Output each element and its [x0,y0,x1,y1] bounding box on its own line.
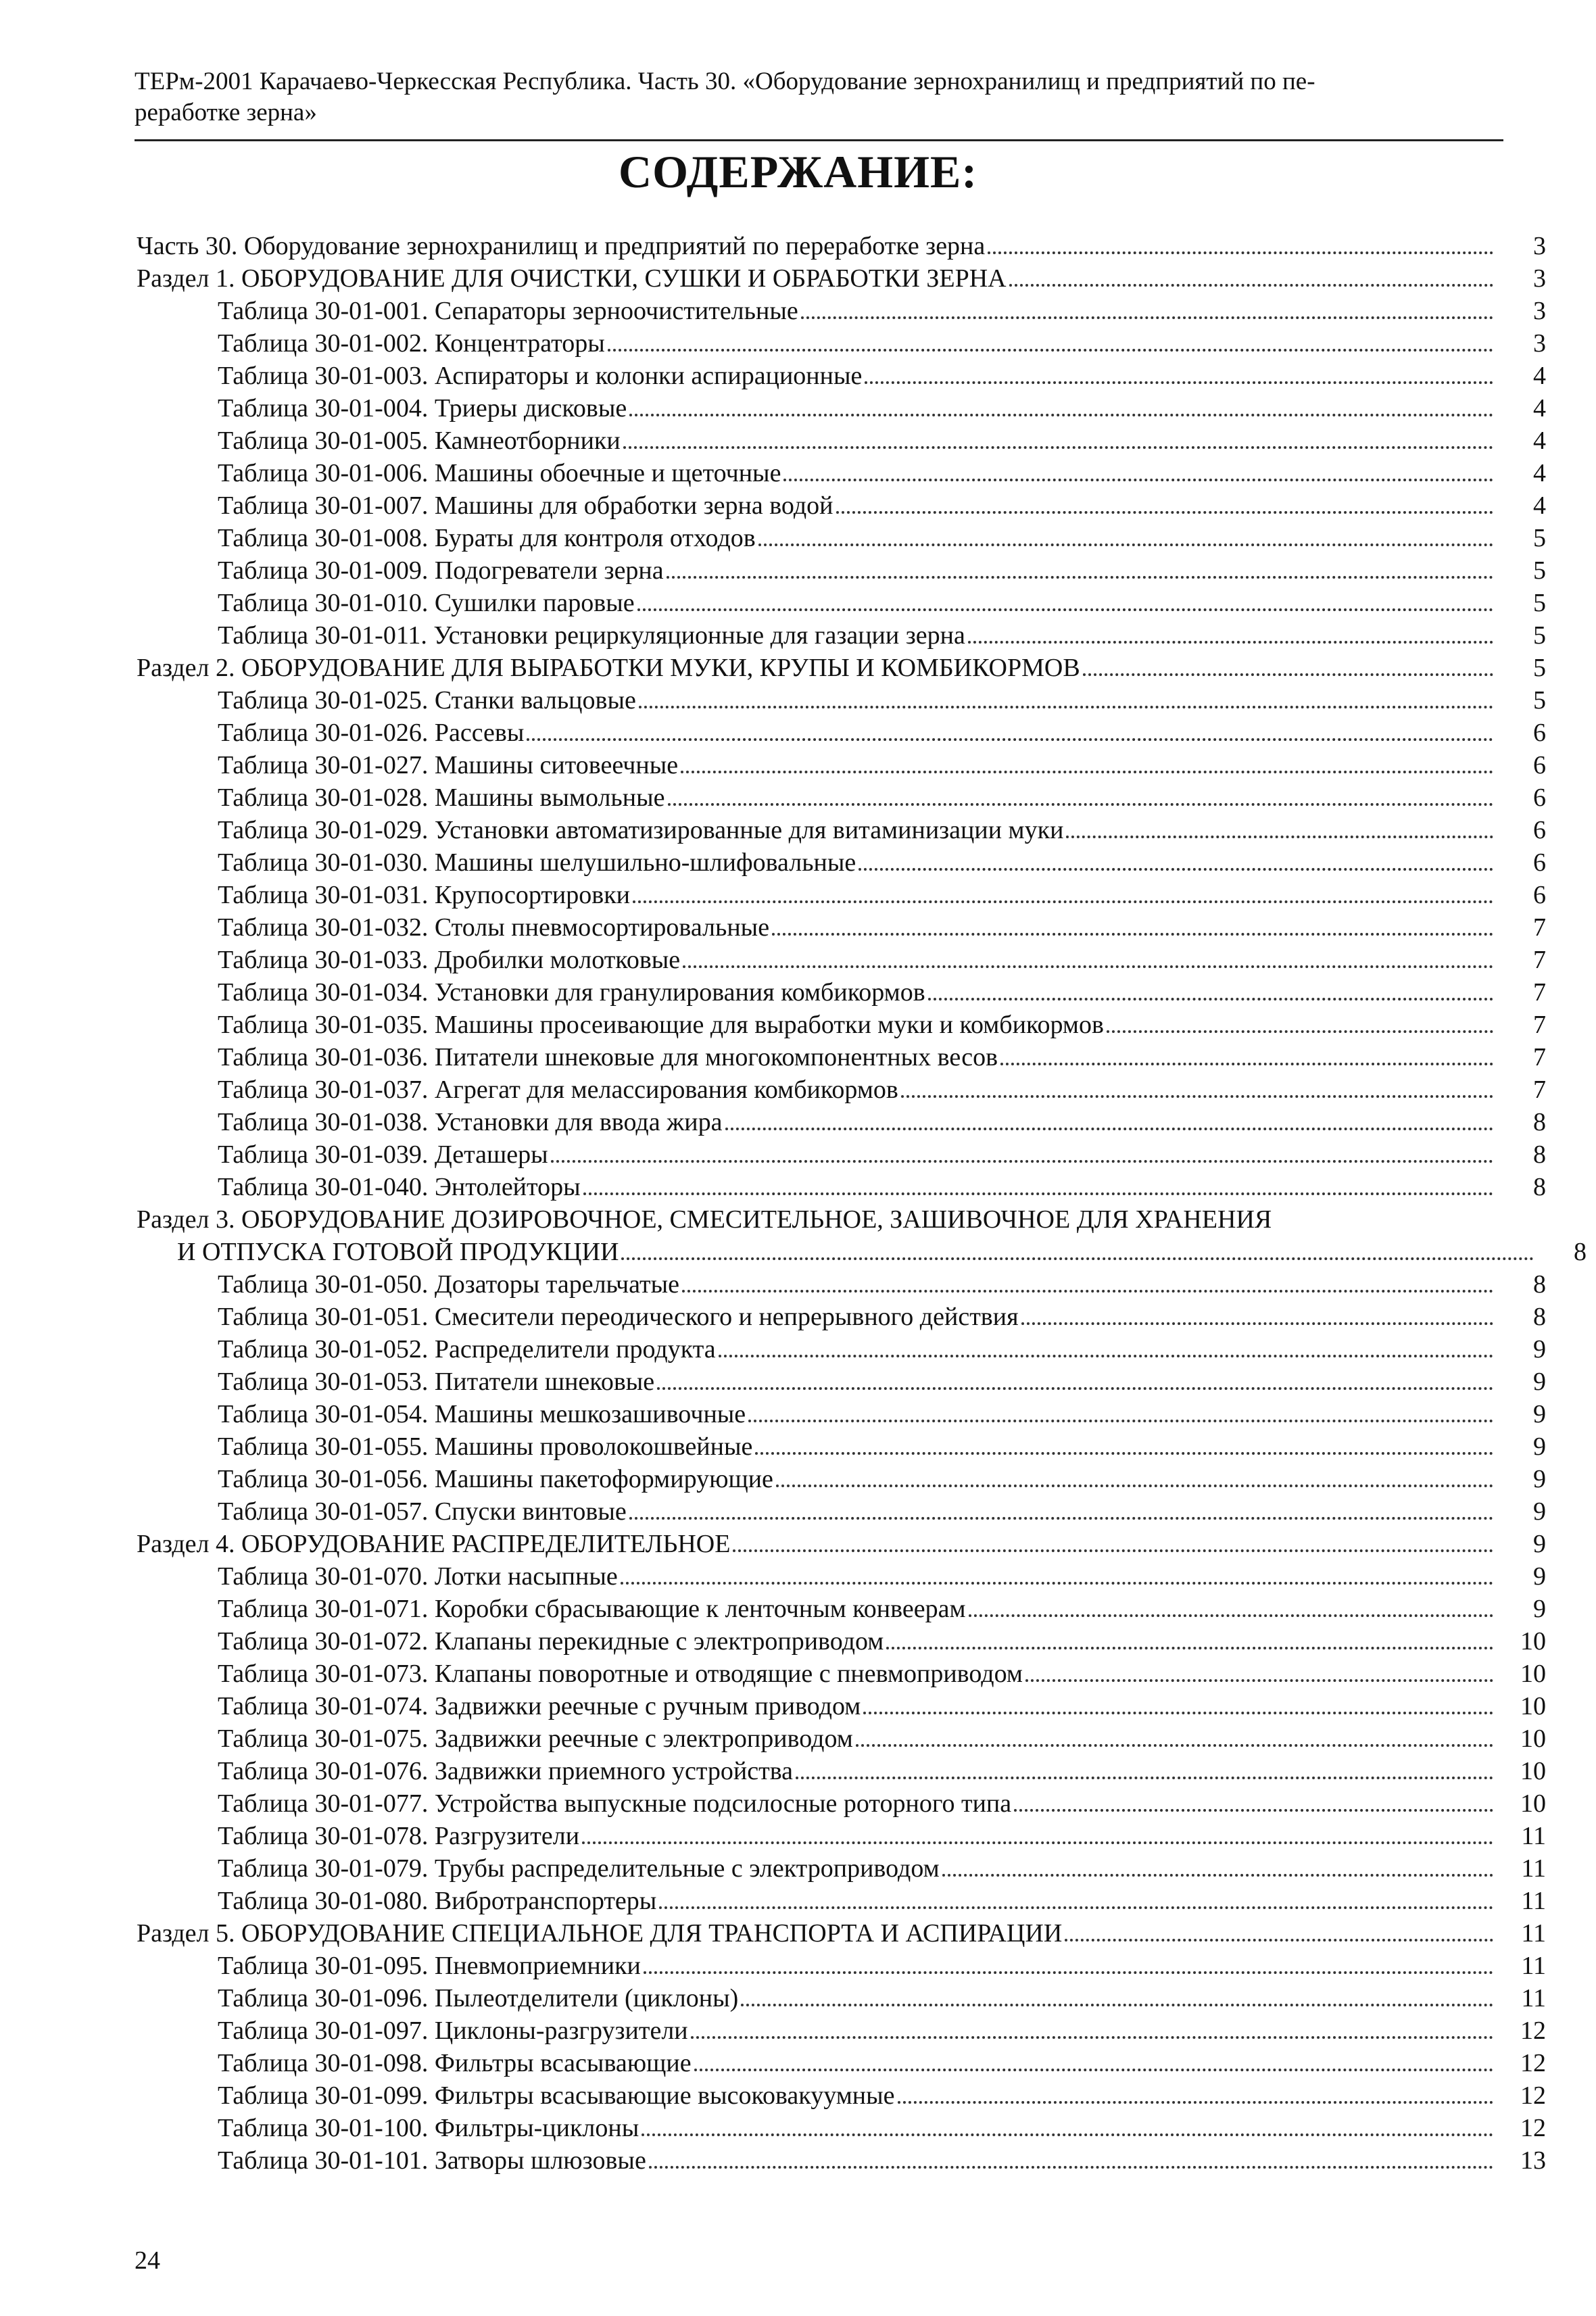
toc-table-entry [0,619,1546,652]
toc-table-entry [0,684,1546,717]
toc-entry-page: 6 [1533,719,1546,747]
toc-table-entry [0,457,1546,489]
toc-entry-label: Таблица 30-01-027. Машины ситовеечные [218,751,679,779]
dot-leader [755,1452,1493,1455]
toc-entry-label: Таблица 30-01-055. Машины проволокошвейные [218,1432,753,1461]
toc-table-entry [0,360,1546,392]
toc-entry-page: 12 [1520,2114,1546,2142]
dot-leader [527,738,1493,741]
toc-table-entry [0,717,1546,749]
toc-table-entry [0,2047,1546,2079]
toc-table-entry [0,1333,1546,1366]
toc-table-entry [0,846,1546,879]
toc-entry-page: 11 [1521,1984,1546,2012]
toc-table-entry [0,1495,1546,1528]
dot-leader [667,576,1493,579]
toc-entry-label: Таблица 30-01-080. Вибротранспортеры [218,1887,657,1915]
toc-entry-page: 6 [1533,751,1546,779]
toc-entry-page: 10 [1520,1660,1546,1688]
toc-table-entry [0,1366,1546,1398]
toc-entry-label: Таблица 30-01-071. Коробки сбрасывающие к ленточным конвеерам [218,1595,966,1623]
toc-entry-label: Таблица 30-01-098. Фильтры всасывающие [218,2049,692,2077]
toc-section-entry [0,262,1546,295]
toc-entry-label: Раздел 1. ОБОРУДОВАНИЕ ДЛЯ ОЧИСТКИ, СУШКИ И ОБРАБОТКИ ЗЕРНА [137,264,1007,293]
dot-leader [659,1906,1493,1909]
toc-entry-label: Таблица 30-01-035. Машины просеивающие для выработки муки и комбикормов [218,1011,1104,1039]
toc-table-entry [0,1430,1546,1463]
toc-table-entry [0,911,1546,944]
toc-table-entry [0,814,1546,846]
dot-leader [691,2036,1493,2039]
toc-entry-label: Таблица 30-01-025. Станки вальцовые [218,686,636,715]
dot-leader [886,1647,1493,1649]
toc-entry-label: Таблица 30-01-096. Пылеотделители (циклоны) [218,1984,739,2012]
toc-entry-page: 6 [1533,848,1546,877]
toc-entry-label: И ОТПУСКА ГОТОВОЙ ПРОДУКЦИИ [177,1238,619,1266]
toc-entry-label: Таблица 30-01-075. Задвижки реечные с электроприводом [218,1724,853,1753]
toc-table-entry [0,1593,1546,1625]
toc-entry-page: 5 [1533,524,1546,552]
dot-leader [865,381,1493,384]
header-rule [135,139,1503,141]
toc-entry-page: 9 [1533,1595,1546,1623]
toc-table-entry [0,1658,1546,1690]
toc-entry-label: Таблица 30-01-003. Аспираторы и колонки аспирационные [218,362,863,390]
toc-section-entry [0,1203,1596,1268]
toc-table-entry [0,781,1546,814]
dot-leader [733,1549,1493,1552]
toc-entry-label: Таблица 30-01-054. Машины мешкозашивочные [218,1400,746,1428]
toc-entry-label: Таблица 30-01-076. Задвижки приемного устройства [218,1757,794,1785]
dot-leader [901,1095,1493,1098]
dot-leader [633,900,1493,903]
toc-entry-label: Таблица 30-01-073. Клапаны поворотные и отводящие с пневмоприводом [218,1660,1023,1688]
toc-entry-page: 3 [1533,297,1546,325]
toc-entry-label: Таблица 30-01-036. Питатели шнековые для многокомпонентных весов [218,1043,998,1071]
toc-entry-label: Таблица 30-01-007. Машины для обработки зерна водой [218,491,833,520]
dot-leader [621,1582,1493,1585]
toc-entry-label: Часть 30. Оборудование зернохранилищ и предприятий по переработке зерна [137,232,986,260]
toc-table-entry [0,1009,1546,1041]
toc-table-entry [0,295,1546,327]
toc-entry-label: Таблица 30-01-097. Циклоны-разгрузители [218,2017,688,2045]
toc-entry-page: 5 [1533,654,1546,682]
dot-leader [683,965,1493,968]
toc-table-entry [0,1755,1546,1787]
toc-entry-page: 12 [1520,2049,1546,2077]
dot-leader [856,1744,1493,1747]
toc-entry-page: 6 [1533,783,1546,812]
toc-entry-label: Таблица 30-01-099. Фильтры всасывающие высоковакуумные [218,2081,895,2110]
toc-entry-page: 8 [1533,1173,1546,1201]
toc-table-entry [0,1171,1546,1203]
toc-table-entry [0,1722,1546,1755]
toc-entry-label: Таблица 30-01-052. Распределители продукта [218,1335,716,1364]
toc-table-entry [0,1138,1546,1171]
toc-entry-label: Таблица 30-01-100. Фильтры-циклоны [218,2114,639,2142]
dot-leader [649,2166,1493,2169]
toc-entry-label: Раздел 2. ОБОРУДОВАНИЕ ДЛЯ ВЫРАБОТКИ МУКИ, КРУПЫ И КОМБИКОРМОВ [137,654,1080,682]
toc-table-entry [0,2144,1546,2177]
toc-entry-page: 4 [1533,459,1546,487]
dot-leader [719,1355,1493,1357]
dot-leader [859,868,1493,871]
toc-entry-page: 5 [1533,589,1546,617]
dot-leader [621,1257,1534,1260]
toc-table-entry [0,489,1546,522]
dot-leader [1000,1063,1493,1065]
toc-table-entry [0,976,1546,1009]
toc-table-entry [0,425,1546,457]
dot-leader [642,2133,1493,2136]
toc-entry-page: 9 [1533,1497,1546,1526]
toc-entry-page: 3 [1533,264,1546,293]
toc-entry-page: 10 [1520,1789,1546,1818]
toc-table-entry [0,2079,1546,2112]
toc-entry-page: 10 [1520,1724,1546,1753]
toc-entry-label: Таблица 30-01-051. Смесители переодического и непрерывного действия [218,1303,1019,1331]
toc-section-label: Раздел 3. ОБОРУДОВАНИЕ ДОЗИРОВОЧНОЕ, СМЕСИТЕЛЬНОЕ, ЗАШИВОЧНОЕ ДЛЯ ХРАНЕНИЯ [137,1205,1272,1234]
page-title: СОДЕРЖАНИЕ: [618,146,978,197]
toc-entry-page: 10 [1520,1627,1546,1656]
toc-entry-label: Таблица 30-01-077. Устройства выпускные подсилосные роторного типа [218,1789,1012,1818]
dot-leader [942,1874,1493,1877]
toc-table-entry [0,879,1546,911]
dot-leader [741,2004,1493,2006]
dot-leader [968,641,1493,644]
toc-part-entry [0,230,1546,262]
toc-table-entry [0,1820,1546,1852]
dot-leader [668,803,1494,806]
toc-entry-page: 8 [1574,1238,1587,1266]
toc-entry-label: Таблица 30-01-072. Клапаны перекидные с электроприводом [218,1627,884,1656]
toc-entry-label: Таблица 30-01-001. Сепараторы зерноочистительные [218,297,798,325]
dot-leader [1066,836,1493,838]
dot-leader [1065,1939,1493,1941]
toc-entry-label: Таблица 30-01-070. Лотки насыпные [218,1562,618,1591]
toc-table-entry [0,392,1546,425]
toc-entry-label: Таблица 30-01-050. Дозаторы тарельчатые [218,1270,679,1299]
toc-entry-page: 9 [1533,1432,1546,1461]
toc-entry-label: Таблица 30-01-053. Питатели шнековые [218,1368,655,1396]
toc-table-entry [0,2015,1546,2047]
toc-table-entry [0,1106,1546,1138]
dot-leader [1021,1322,1493,1325]
dot-leader [694,2069,1493,2071]
dot-leader [551,1160,1493,1163]
toc-entry-label: Таблица 30-01-028. Машины вымольные [218,783,665,812]
toc-section-entry [0,1917,1546,1950]
toc-entry-label: Таблица 30-01-010. Сушилки паровые [218,589,635,617]
dot-leader [796,1777,1493,1779]
toc-entry-page: 4 [1533,362,1546,390]
toc-table-entry [0,749,1546,781]
toc-table-entry [0,1398,1546,1430]
toc-entry-label: Таблица 30-01-079. Трубы распределительные с электроприводом [218,1854,940,1883]
dot-leader [1009,284,1493,287]
toc-entry-label: Раздел 4. ОБОРУДОВАНИЕ РАСПРЕДЕЛИТЕЛЬНОЕ [137,1530,731,1558]
toc-entry-page: 4 [1533,491,1546,520]
dot-leader [969,1614,1493,1617]
toc-entry-page: 12 [1520,2017,1546,2045]
dot-leader [801,316,1493,319]
toc-entry-page: 13 [1520,2146,1546,2175]
table-of-contents [0,230,1596,2177]
toc-table-entry [0,1301,1546,1333]
toc-section-entry [0,1528,1546,1560]
toc-entry-page: 11 [1521,1919,1546,1948]
toc-entry-page: 7 [1533,913,1546,942]
dot-leader [1025,1679,1493,1682]
toc-table-entry [0,1852,1546,1885]
dot-leader [748,1420,1493,1422]
toc-entry-page: 6 [1533,816,1546,844]
dot-leader [629,1517,1493,1520]
toc-entry-label: Таблица 30-01-039. Деташеры [218,1140,548,1169]
toc-entry-label: Таблица 30-01-002. Концентраторы [218,329,605,358]
toc-entry-page: 11 [1521,1822,1546,1850]
toc-entry-page: 11 [1521,1887,1546,1915]
dot-leader [758,544,1493,546]
toc-table-entry [0,944,1546,976]
dot-leader [783,479,1493,481]
dot-leader [681,771,1493,773]
toc-entry-page: 5 [1533,556,1546,585]
toc-entry-page: 5 [1533,621,1546,650]
toc-entry-page: 11 [1521,1952,1546,1980]
toc-entry-page: 9 [1533,1335,1546,1364]
toc-entry-label: Таблица 30-01-034. Установки для гранулирования комбикормов [218,978,925,1007]
toc-entry-page: 10 [1520,1757,1546,1785]
toc-entry-page: 7 [1533,1011,1546,1039]
toc-entry-label: Таблица 30-01-006. Машины обоечные и щеточные [218,459,781,487]
dot-leader [863,1712,1493,1714]
toc-entry-label: Таблица 30-01-004. Триеры дисковые [218,394,627,423]
toc-entry-page: 7 [1533,1043,1546,1071]
toc-table-entry [0,1982,1546,2015]
toc-entry-label: Таблица 30-01-038. Установки для ввода жира [218,1108,723,1136]
dot-leader [725,1128,1493,1130]
toc-entry-page: 9 [1533,1400,1546,1428]
toc-entry-label: Таблица 30-01-057. Спуски винтовые [218,1497,627,1526]
toc-table-entry [0,1787,1546,1820]
toc-entry-page: 8 [1533,1140,1546,1169]
toc-entry-label: Таблица 30-01-078. Разгрузители [218,1822,580,1850]
toc-entry-page: 4 [1533,427,1546,455]
toc-entry-label: Раздел 5. ОБОРУДОВАНИЕ СПЕЦИАЛЬНОЕ ДЛЯ ТРАНСПОРТА И АСПИРАЦИИ [137,1919,1063,1948]
toc-entry-page: 9 [1533,1465,1546,1493]
toc-entry-label: Таблица 30-01-005. Камнеотборники [218,427,621,455]
page-number: 24 [135,2246,160,2275]
dot-leader [1083,673,1493,676]
toc-entry-page: 8 [1533,1108,1546,1136]
toc-table-entry [0,1690,1546,1722]
toc-table-entry [0,1073,1546,1106]
toc-entry-label: Таблица 30-01-008. Бураты для контроля отходов [218,524,756,552]
toc-table-entry [0,554,1546,587]
dot-leader [639,706,1493,708]
toc-entry-label: Таблица 30-01-037. Агрегат для мелассирования комбикормов [218,1076,898,1104]
toc-table-entry [0,1560,1546,1593]
toc-entry-page: 5 [1533,686,1546,715]
dot-leader [898,2101,1494,2104]
dot-leader [772,933,1493,936]
dot-leader [583,1192,1493,1195]
toc-entry-label: Таблица 30-01-026. Рассевы [218,719,525,747]
toc-entry-label: Таблица 30-01-056. Машины пакетоформирующие [218,1465,773,1493]
running-header [135,66,1486,128]
toc-entry-page: 9 [1533,1530,1546,1558]
toc-table-entry [0,587,1546,619]
toc-entry-page: 8 [1533,1303,1546,1331]
dot-leader [1107,1030,1493,1033]
toc-entry-label: Таблица 30-01-040. Энтолейторы [218,1173,581,1201]
toc-entry-label: Таблица 30-01-101. Затворы шлюзовые [218,2146,646,2175]
toc-entry-page: 9 [1533,1562,1546,1591]
toc-entry-label: Таблица 30-01-011. Установки рециркуляционные для газации зерна [218,621,965,650]
dot-leader [988,251,1493,254]
toc-table-entry [0,2112,1546,2144]
toc-entry-label: Таблица 30-01-030. Машины шелушильно-шлифовальные [218,848,856,877]
toc-entry-label: Таблица 30-01-095. Пневмоприемники [218,1952,641,1980]
dot-leader [629,414,1493,416]
toc-entry-page: 12 [1520,2081,1546,2110]
toc-section-label-continued [137,1236,1587,1268]
toc-table-entry [0,1041,1546,1073]
toc-entry-page: 7 [1533,978,1546,1007]
dot-leader [836,511,1494,514]
toc-entry-page: 9 [1533,1368,1546,1396]
toc-table-entry [0,1885,1546,1917]
dot-leader [776,1485,1493,1487]
toc-table-entry [0,1268,1546,1301]
toc-entry-page: 4 [1533,394,1546,423]
dot-leader [928,998,1493,1000]
dot-leader [623,446,1493,449]
toc-entry-label: Таблица 30-01-032. Столы пневмосортировальные [218,913,770,942]
toc-table-entry [0,1625,1546,1658]
toc-entry-label: Таблица 30-01-074. Задвижки реечные с ручным приводом [218,1692,861,1720]
dot-leader [582,1841,1493,1844]
toc-entry-page: 6 [1533,881,1546,909]
toc-entry-page: 3 [1533,329,1546,358]
dot-leader [1014,1809,1493,1812]
toc-entry-page: 7 [1533,946,1546,974]
dot-leader [657,1387,1493,1390]
toc-table-entry [0,1463,1546,1495]
dot-leader [637,608,1493,611]
toc-entry-label: Таблица 30-01-029. Установки автоматизированные для витаминизации муки [218,816,1064,844]
running-header-line2: реработке зерна» [135,99,317,126]
toc-entry-label: Таблица 30-01-009. Подогреватели зерна [218,556,664,585]
running-header-line1: ТЕРм-2001 Карачаево-Черкесская Республика. Часть 30. «Оборудование зернохранилищ и предприятий по пе- [135,68,1315,95]
toc-table-entry [0,522,1546,554]
toc-table-entry [0,1950,1546,1982]
toc-entry-label: Таблица 30-01-033. Дробилки молотковые [218,946,681,974]
toc-entry-page: 7 [1533,1076,1546,1104]
dot-leader [682,1290,1493,1293]
toc-entry-page: 3 [1533,232,1546,260]
dot-leader [608,349,1493,352]
dot-leader [644,1971,1493,1974]
toc-entry-label: Таблица 30-01-031. Крупосортировки [218,881,631,909]
toc-entry-page: 10 [1520,1692,1546,1720]
toc-section-entry [0,652,1546,684]
toc-table-entry [0,327,1546,360]
toc-entry-page: 11 [1521,1854,1546,1883]
toc-entry-page: 8 [1533,1270,1546,1299]
